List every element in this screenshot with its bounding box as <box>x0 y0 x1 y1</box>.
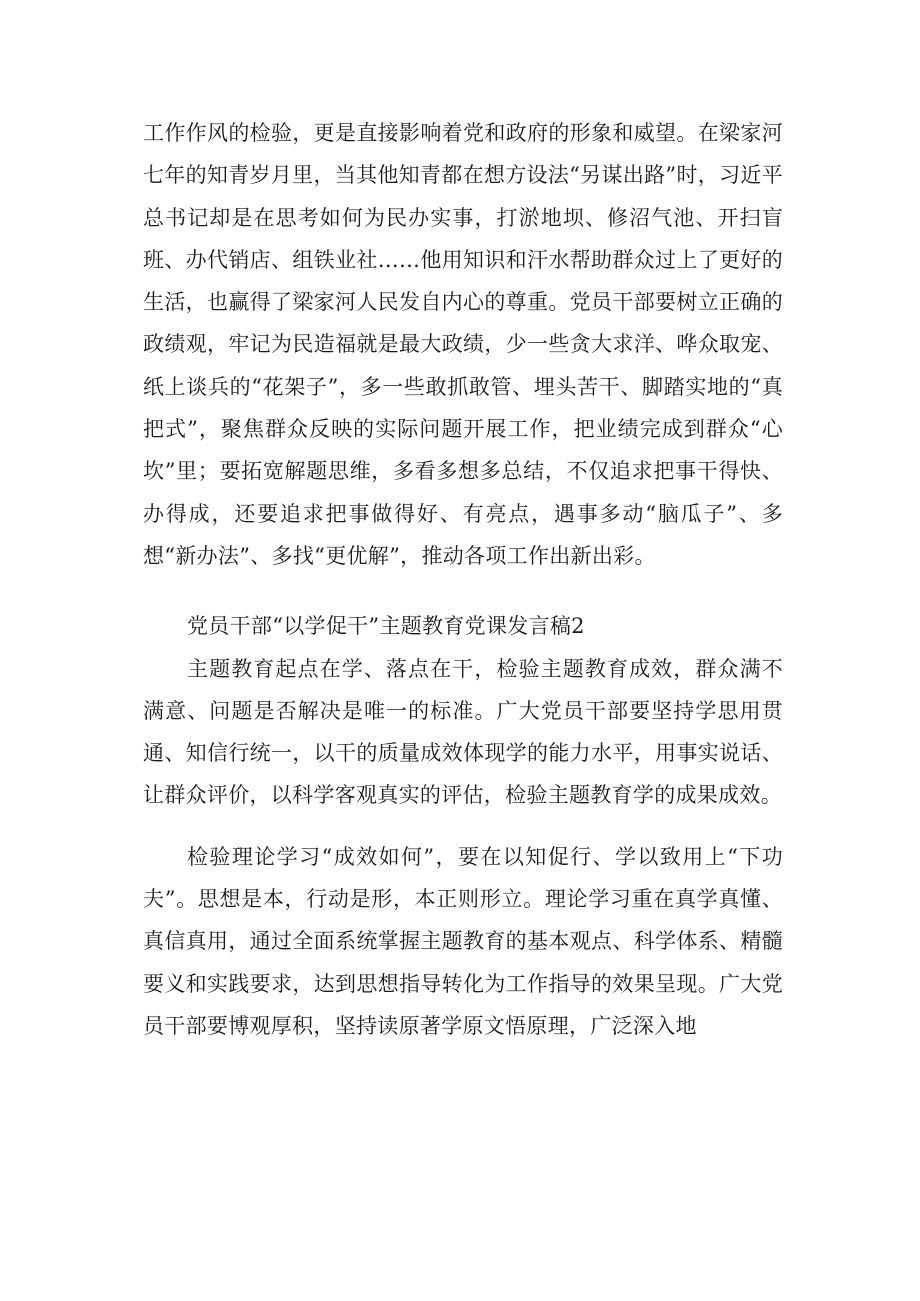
paragraph-intro: 主题教育起点在学、落点在干，检验主题教育成效，群众满不满意、问题是否解决是唯一的标准。广大党员干部要坚持学思用贯通、知信行统一，以干的质量成效体现学的能力水平，用事实说话、让群众评价，以科学客观真实的评估，检验主题教育学的成果成效。 <box>143 656 783 808</box>
paragraph-theory: 检验理论学习“成效如何”，要在以知促行、学以致用上“下功夫”。思想是本，行动是形，本正则形立。理论学习重在真学真懂、真信真用，通过全面系统掌握主题教育的基本观点、科学体系、精髓要义和实践要求，达到思想指导转化为工作指导的效果呈现。广大党员干部要博观厚积，坚持读原著学原文悟原理，广泛深入地 <box>143 844 783 1038</box>
section-heading: 党员干部“以学促干”主题教育党课发言稿2 <box>187 614 585 639</box>
document-body <box>143 112 783 1047</box>
paragraph-continued: 工作作风的检验，更是直接影响着党和政府的形象和威望。在梁家河七年的知青岁月里，当其他知青都在想方设法“另谋出路”时，习近平总书记却是在思考如何为民办实事，打淤地坝、修沼气池、开扫盲班、办代销店、组铁业社……他用知识和汗水帮助群众过上了更好的生活，也赢得了梁家河人民发自内心的尊重。党员干部要树立正确的政绩观，牢记为民造福就是最大政绩，少一些贪大求洋、哗众取宠、纸上谈兵的“花架子”，多一些敢抓敢管、埋头苦干、脚踏实地的“真把式”，聚焦群众反映的实际问题开展工作，把业绩完成到群众“心坎”里；要拓宽解题思维，多看多想多总结，不仅追求把事干得快、办得成，还要追求把事做得好、有亮点，遇事多动“脑瓜子”、多想“新办法”、多找“更优解”，推动各项工作出新出彩。 <box>143 121 783 568</box>
